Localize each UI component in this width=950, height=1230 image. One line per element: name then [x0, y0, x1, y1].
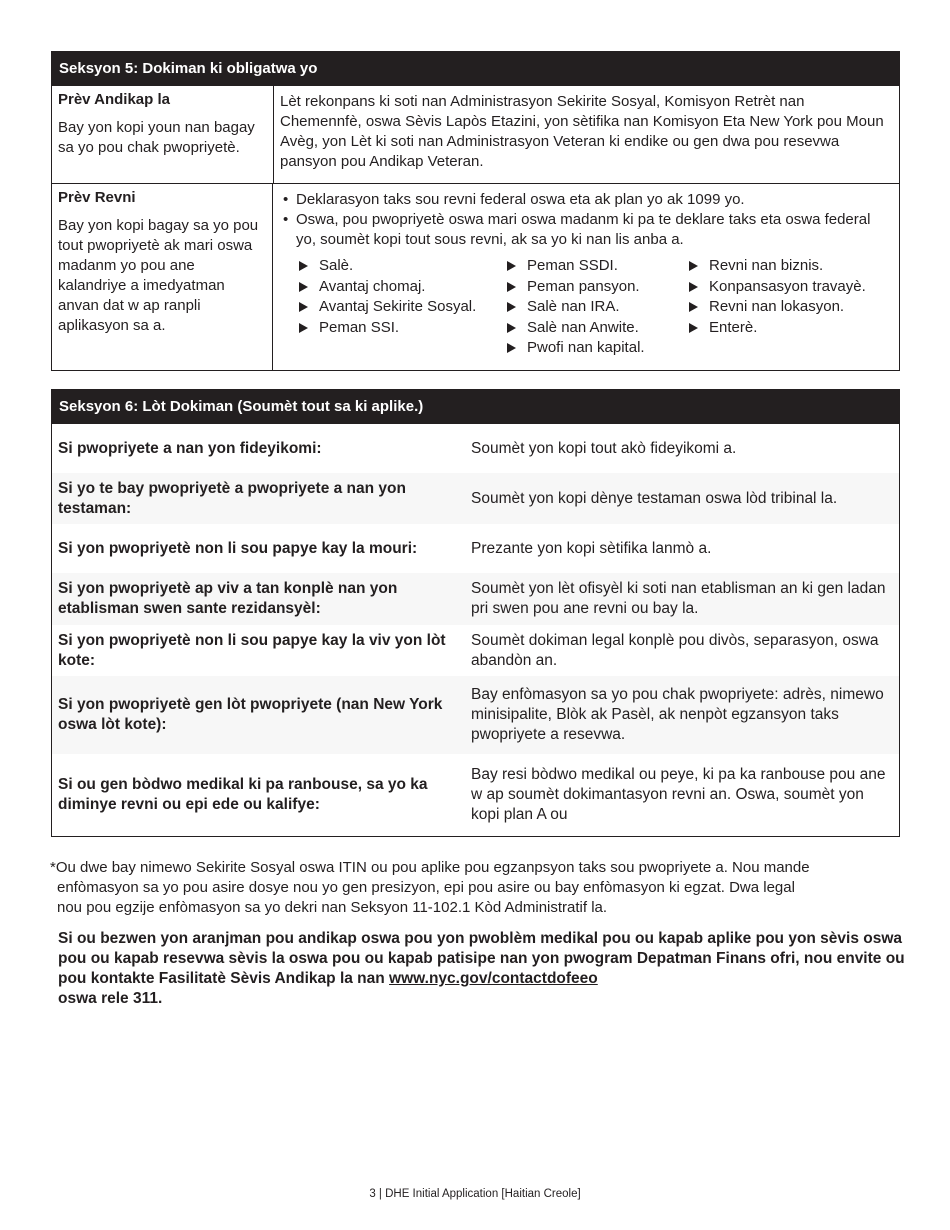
condition-cell: Si yon pwopriyetè non li sou papye kay la mouri: — [58, 539, 418, 557]
section-6-header: Seksyon 6: Lòt Dokiman (Soumèt tout sa ki aplike.) — [51, 389, 900, 424]
list-item — [689, 277, 889, 298]
condition-cell: Si yon pwopriyetè ap viv a tan konplè nan yon etablisman swen sante rezidansyèl: — [58, 580, 398, 617]
bullet-item — [279, 210, 889, 250]
condition-cell: Si yon pwopriyetè gen lòt pwopriyete (nan New York oswa lòt kote): — [58, 696, 443, 733]
list-item-text: Revni nan lokasyon. — [709, 298, 845, 316]
requirement-cell: Bay enfòmasyon sa yo pou chak pwopriyete: adrès, nimewo minisipalite, Blòk ak Pasèl, ak nenpòt egzansyon taks pwopriyete a resevwa. — [471, 686, 884, 743]
triangle-bullet-icon — [299, 323, 308, 333]
list-item-text: Salè nan IRA. — [527, 298, 620, 316]
ssn-note — [50, 858, 905, 918]
triangle-bullet-icon — [689, 282, 698, 292]
triangle-bullet-icon — [689, 323, 698, 333]
list-item — [299, 297, 507, 318]
list-item-text: Pwofi nan kapital. — [527, 339, 645, 357]
condition-cell: Si pwopriyete a nan yon fideyikomi: — [58, 439, 322, 457]
list-item — [689, 297, 889, 318]
requirement-cell: Soumèt yon lèt ofisyèl ki soti nan etablisman an ki gen ladan pri swen pou ane revni ou bay la. — [471, 580, 886, 617]
list-item — [507, 277, 689, 298]
requirement-cell: Soumèt yon kopi tout akò fideyikomi a. — [471, 439, 737, 457]
table-row — [52, 524, 899, 573]
income-sources-col-2 — [507, 256, 689, 359]
triangle-bullet-icon — [299, 282, 308, 292]
list-item — [507, 338, 689, 359]
requirement-cell: Soumèt dokiman legal konplè pou divòs, separasyon, oswa abandòn an. — [471, 631, 879, 669]
table-row — [52, 676, 899, 754]
accommodation-text: Si ou bezwen yon aranjman pou andikap oswa pou yon pwoblèm medikal pou ou kapab aplike pou yon sèvis oswa pou ou kapab resevwa sèvis la oswa pou ou kapab patisipe nan yon pwogram Depatman Finans ofri, nou envite ou pou kontakte Fasilitatè Sèvis Andikap la nan — [58, 930, 905, 987]
list-item-text: Enterè. — [709, 318, 758, 336]
bullet-icon: • — [283, 211, 289, 228]
section-5-header: Seksyon 5: Dokiman ki obligatwa yo — [51, 51, 900, 86]
table-row — [52, 625, 899, 676]
list-item — [689, 256, 889, 277]
income-proof-label-cell — [52, 184, 273, 370]
bullet-text: Deklarasyon taks sou revni federal oswa eta ak plan yo ak 1099 yo. — [296, 191, 745, 208]
disability-proof-body: Lèt rekonpans ki soti nan Administrasyon Sekirite Sosyal, Komisyon Retrèt nan Chemennfè, oswa Sèvis Lapòs Etazini, yon sètifika nan Komisyon Eta New York pou Moun Avèg, yon Lèt ki soti nan Administrasyon Veteran ki endike ou gen dwa pou resevwa pansyon pou Andikap Veteran. — [280, 93, 884, 170]
list-item — [299, 277, 507, 298]
list-item — [299, 256, 507, 277]
income-proof-title: Prèv Revni — [58, 189, 136, 206]
list-item-text: Konpansasyon travayè. — [709, 277, 866, 295]
section-6-table — [51, 424, 900, 837]
triangle-bullet-icon — [299, 261, 308, 271]
table-row — [52, 473, 899, 524]
list-item — [689, 318, 889, 339]
disability-proof-row — [52, 86, 899, 183]
condition-cell: Si ou gen bòdwo medikal ki pa ranbouse, sa yo ka diminye revni ou epi ede ou kalifye: — [58, 776, 428, 813]
section-6 — [51, 389, 900, 837]
accommodation-tail: oswa rele 311. — [58, 990, 163, 1007]
list-item — [507, 318, 689, 339]
accommodation-notice — [58, 929, 908, 1009]
triangle-bullet-icon — [507, 261, 516, 271]
contact-link[interactable]: www.nyc.gov/contactdofeeo — [389, 970, 598, 987]
triangle-bullet-icon — [299, 302, 308, 312]
ssn-note-line: enfòmasyon sa yo pou asire dosye nou yo gen presizyon, epi pou asire ou bay enfòmasyon ki egzat. Dwa legal — [57, 879, 795, 896]
list-item — [507, 256, 689, 277]
disability-proof-label-cell — [52, 86, 274, 183]
list-item — [507, 297, 689, 318]
income-proof-body — [273, 184, 899, 370]
triangle-bullet-icon — [507, 323, 516, 333]
condition-cell: Si yo te bay pwopriyetè a pwopriyete a nan yon testaman: — [58, 479, 406, 517]
disability-proof-title: Prèv Andikap la — [58, 91, 170, 108]
table-row — [52, 754, 899, 836]
list-item-text: Salè. — [319, 257, 354, 275]
list-item-text: Avantaj chomaj. — [319, 277, 426, 295]
requirement-cell: Bay resi bòdwo medikal ou peye, ki pa ka ranbouse pou ane w ap soumèt dokimantasyon revni an. Oswa, soumèt yon kopi plan A ou — [471, 766, 886, 823]
table-row — [52, 573, 899, 625]
income-sources-list — [279, 256, 889, 359]
list-item-text: Peman SSDI. — [527, 257, 618, 275]
disability-proof-desc: Bay yon kopi youn nan bagay sa yo pou chak pwopriyetè. — [58, 119, 255, 156]
bullet-icon: • — [283, 191, 289, 208]
page-footer: 3 | DHE Initial Application [Haitian Creole] — [369, 1188, 581, 1200]
bullet-text: Oswa, pou pwopriyetè oswa mari oswa madanm ki pa te deklare taks eta oswa federal yo, soumèt kopi tout sous revni, ak sa yo ki nan lis anba a. — [296, 211, 871, 248]
income-proof-desc: Bay yon kopi bagay sa yo pou tout pwopriyetè ak mari oswa madanm yo pou ane kalandriye a imedyatman anvan dat w ap ranpli aplikasyon sa a. — [58, 217, 259, 334]
section-5 — [51, 51, 900, 371]
triangle-bullet-icon — [507, 343, 516, 353]
requirement-cell: Soumèt yon kopi dènye testaman oswa lòd tribinal la. — [471, 489, 838, 507]
triangle-bullet-icon — [689, 302, 698, 312]
condition-cell: Si yon pwopriyetè non li sou papye kay la viv yon lòt kote: — [58, 631, 446, 669]
list-item-text: Avantaj Sekirite Sosyal. — [319, 298, 477, 316]
ssn-note-line: nou pou egzije enfòmasyon sa yo dekri nan Seksyon 11-102.1 Kòd Administratif la. — [57, 899, 608, 916]
requirement-cell: Prezante yon kopi sètifika lanmò a. — [471, 539, 712, 557]
list-item-text: Salè nan Anwite. — [527, 318, 639, 336]
table-row — [52, 424, 899, 473]
list-item-text: Revni nan biznis. — [709, 257, 824, 275]
income-proof-row — [52, 183, 899, 370]
section-5-table — [51, 86, 900, 371]
list-item-text: Peman SSI. — [319, 318, 400, 336]
list-item — [299, 318, 507, 339]
triangle-bullet-icon — [689, 261, 698, 271]
income-sources-col-1 — [299, 256, 507, 359]
bullet-item — [279, 190, 889, 210]
income-sources-col-3 — [689, 256, 889, 359]
list-item-text: Peman pansyon. — [527, 277, 640, 295]
triangle-bullet-icon — [507, 282, 516, 292]
triangle-bullet-icon — [507, 302, 516, 312]
ssn-note-line: *Ou dwe bay nimewo Sekirite Sosyal oswa ITIN ou pou aplike pou egzanpsyon taks sou pwopriyete a. Nou mande — [50, 859, 810, 876]
